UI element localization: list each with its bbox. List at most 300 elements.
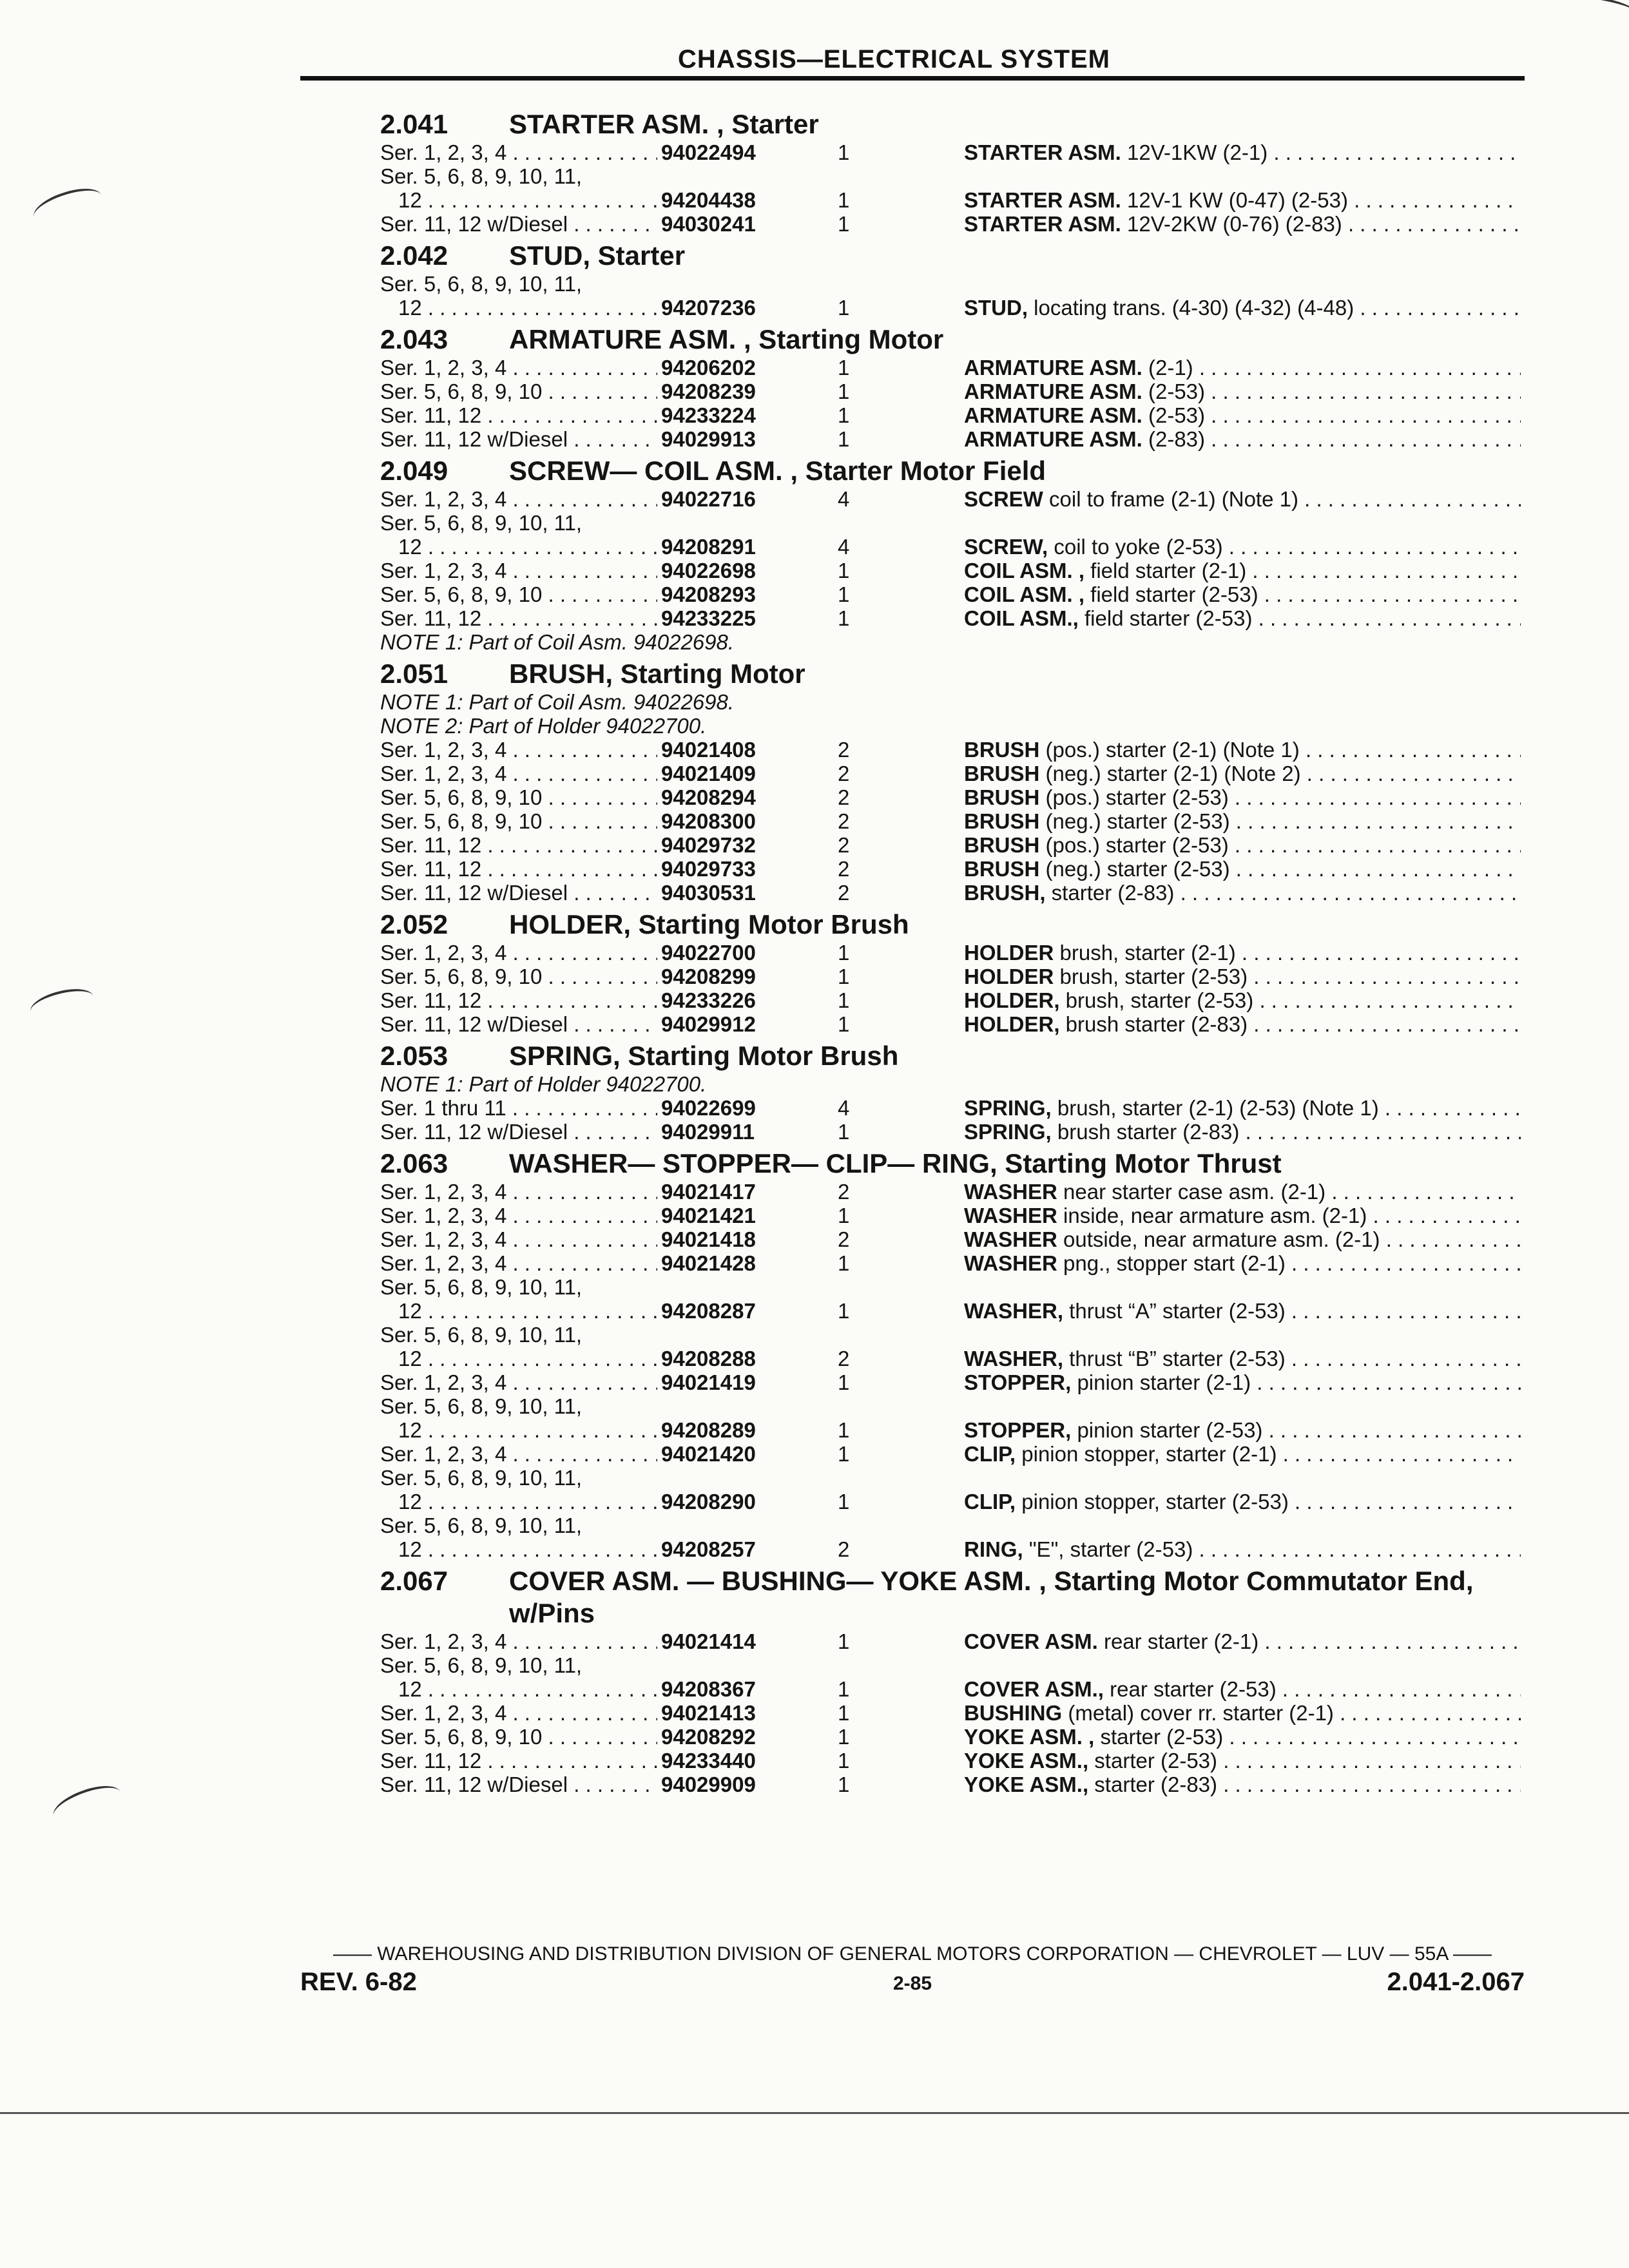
part-name: ARMATURE ASM.	[964, 356, 1142, 380]
section-title: STARTER ASM. , Starter	[509, 109, 819, 139]
section-heading	[380, 108, 1521, 140]
parts-section	[380, 908, 1521, 1036]
part-description	[964, 1442, 1521, 1466]
serial-applicability: 12 . . .	[380, 1418, 657, 1442]
part-description	[964, 833, 1521, 857]
part-number: 94021417	[661, 1180, 756, 1204]
part-row	[380, 1347, 1521, 1370]
part-number: 94206202	[661, 356, 756, 380]
part-row	[380, 1749, 1521, 1773]
serial-applicability: Ser. 11, 12 . . .	[380, 857, 657, 881]
part-name: STUD,	[964, 296, 1028, 320]
section-number: 2.063	[380, 1148, 448, 1178]
quantity: 2	[838, 1537, 850, 1561]
serial-applicability: Ser. 5, 6, 8, 9, 10 . . .	[380, 582, 657, 606]
part-detail: 12V-1KW (2-1)	[1121, 140, 1268, 164]
quantity: 1	[838, 1418, 850, 1442]
serial-applicability: Ser. 1, 2, 3, 4 . . .	[380, 559, 657, 582]
part-row	[380, 785, 1521, 809]
part-row	[380, 487, 1521, 511]
part-name: WASHER	[964, 1227, 1057, 1251]
section-heading	[380, 658, 1521, 690]
part-row	[380, 1466, 1521, 1490]
serial-applicability: Ser. 1, 2, 3, 4 . . .	[380, 1370, 657, 1394]
quantity: 1	[838, 1773, 850, 1796]
part-detail: (pos.) starter (2-53)	[1039, 785, 1229, 809]
part-row	[380, 833, 1521, 857]
quantity: 1	[838, 296, 850, 320]
part-row	[380, 356, 1521, 380]
part-description	[964, 1701, 1521, 1725]
part-detail: coil to frame (2-1) (Note 1)	[1043, 487, 1298, 511]
quantity: 1	[838, 1120, 850, 1144]
quantity: 2	[838, 738, 850, 762]
serial-applicability: Ser. 5, 6, 8, 9, 10 . . .	[380, 785, 657, 809]
section-heading	[380, 455, 1521, 487]
parts-section	[380, 240, 1521, 320]
part-detail: starter (2-83)	[1088, 1773, 1218, 1796]
section-number: 2.051	[380, 658, 448, 689]
section-note: NOTE 1: Part of Holder 94022700.	[380, 1072, 707, 1096]
part-row	[380, 1275, 1521, 1299]
part-detail: brush starter (2-83)	[1059, 1012, 1248, 1036]
footer-revision: REV. 6-82	[300, 1968, 417, 1996]
part-description	[964, 738, 1521, 762]
part-number: 94029732	[661, 833, 756, 857]
quantity: 1	[838, 1251, 850, 1275]
part-name: WASHER	[964, 1180, 1057, 1204]
part-name: BRUSH	[964, 833, 1040, 857]
part-description	[964, 941, 1521, 965]
part-number: 94022699	[661, 1096, 756, 1120]
serial-applicability: 12 . . .	[380, 1677, 657, 1701]
part-detail: (neg.) starter (2-1) (Note 2)	[1039, 762, 1301, 785]
part-number: 94021420	[661, 1442, 756, 1466]
serial-applicability: Ser. 1, 2, 3, 4 . . .	[380, 762, 657, 785]
part-number: 94208289	[661, 1418, 756, 1442]
serial-applicability: Ser. 5, 6, 8, 9, 10, 11,	[380, 1394, 583, 1418]
serial-applicability: Ser. 1, 2, 3, 4 . . .	[380, 356, 657, 380]
quantity: 1	[838, 403, 850, 427]
part-row	[380, 1537, 1521, 1561]
part-row	[380, 1012, 1521, 1036]
part-description	[964, 535, 1521, 559]
quantity: 2	[838, 785, 850, 809]
part-number: 94208287	[661, 1299, 756, 1323]
parts-list	[380, 104, 1521, 1800]
part-number: 94021408	[661, 738, 756, 762]
part-row	[380, 1394, 1521, 1418]
part-number: 94208288	[661, 1347, 756, 1370]
part-description	[964, 606, 1521, 630]
part-number: 94022698	[661, 559, 756, 582]
part-description	[964, 403, 1521, 427]
part-name: CLIP,	[964, 1442, 1016, 1466]
part-number: 94207236	[661, 296, 756, 320]
quantity: 1	[838, 1701, 850, 1725]
part-detail: starter (2-83)	[1045, 881, 1175, 905]
part-row	[380, 1096, 1521, 1120]
part-description	[964, 1251, 1521, 1275]
page-footer	[300, 1943, 1525, 2000]
part-row	[380, 857, 1521, 881]
quantity: 1	[838, 582, 850, 606]
part-number: 94208294	[661, 785, 756, 809]
part-detail: 12V-1 KW (0-47) (2-53)	[1121, 188, 1348, 212]
part-row	[380, 1725, 1521, 1749]
part-name: CLIP,	[964, 1490, 1016, 1514]
part-row	[380, 1418, 1521, 1442]
quantity: 1	[838, 1725, 850, 1749]
part-description	[964, 809, 1521, 833]
part-number: 94029912	[661, 1012, 756, 1036]
section-title: COVER ASM. — BUSHING— YOKE ASM. , Starting Motor Commutator End, w/Pins	[509, 1566, 1474, 1628]
part-description	[964, 188, 1521, 212]
part-row	[380, 1227, 1521, 1251]
part-row	[380, 582, 1521, 606]
part-number: 94208257	[661, 1537, 756, 1561]
serial-applicability: Ser. 11, 12 w/Diesel . . .	[380, 427, 657, 451]
quantity: 1	[838, 1490, 850, 1514]
part-description	[964, 1749, 1521, 1773]
part-number: 94208293	[661, 582, 756, 606]
scan-mark	[28, 983, 97, 1024]
part-description	[964, 1299, 1521, 1323]
part-description	[964, 1120, 1521, 1144]
part-detail: pinion stopper, starter (2-1)	[1016, 1442, 1277, 1466]
quantity: 1	[838, 988, 850, 1012]
part-number: 94021414	[661, 1629, 756, 1653]
part-number: 94233224	[661, 403, 756, 427]
part-detail: inside, near armature asm. (2-1)	[1057, 1204, 1367, 1227]
part-detail: (neg.) starter (2-53)	[1039, 809, 1230, 833]
part-name: COIL ASM. ,	[964, 559, 1085, 582]
serial-applicability: 12 . . .	[380, 1537, 657, 1561]
scan-mark	[30, 182, 106, 231]
serial-applicability: 12 . . .	[380, 535, 657, 559]
bottom-rule	[0, 2112, 1629, 2114]
section-title: SPRING, Starting Motor Brush	[509, 1041, 899, 1071]
part-description	[964, 1725, 1521, 1749]
part-number: 94021428	[661, 1251, 756, 1275]
part-detail: thrust “A” starter (2-53)	[1063, 1299, 1286, 1323]
serial-applicability: Ser. 1, 2, 3, 4 . . .	[380, 1227, 657, 1251]
serial-applicability: Ser. 11, 12 . . .	[380, 1749, 657, 1773]
part-description	[964, 212, 1521, 236]
section-note: NOTE 2: Part of Holder 94022700.	[380, 714, 707, 738]
quantity: 1	[838, 188, 850, 212]
part-name: STARTER ASM.	[964, 188, 1121, 212]
section-number: 2.042	[380, 240, 448, 271]
serial-applicability: 12 . . .	[380, 1347, 657, 1370]
quantity: 1	[838, 380, 850, 403]
part-detail: (2-53)	[1142, 380, 1206, 403]
scan-mark	[1545, 0, 1629, 24]
serial-applicability: Ser. 1, 2, 3, 4 . . .	[380, 1204, 657, 1227]
part-description	[964, 965, 1521, 988]
part-row	[380, 164, 1521, 188]
quantity: 1	[838, 1299, 850, 1323]
part-number: 94029909	[661, 1773, 756, 1796]
part-number: 94030531	[661, 881, 756, 905]
part-number: 94021413	[661, 1701, 756, 1725]
part-description	[964, 296, 1521, 320]
part-number: 94208300	[661, 809, 756, 833]
part-number: 94021419	[661, 1370, 756, 1394]
section-number: 2.067	[380, 1566, 448, 1596]
quantity: 1	[838, 559, 850, 582]
part-name: YOKE ASM.,	[964, 1749, 1089, 1773]
part-name: COVER ASM.,	[964, 1677, 1104, 1701]
part-name: SPRING,	[964, 1096, 1052, 1120]
parts-section	[380, 323, 1521, 451]
footer-page-number: 2-85	[893, 1973, 932, 1994]
serial-applicability: Ser. 1, 2, 3, 4 . . .	[380, 487, 657, 511]
quantity: 1	[838, 1629, 850, 1653]
serial-applicability: Ser. 5, 6, 8, 9, 10, 11,	[380, 1653, 583, 1677]
serial-applicability: 12 . . .	[380, 188, 657, 212]
quantity: 2	[838, 881, 850, 905]
part-number: 94022494	[661, 140, 756, 164]
part-description	[964, 1370, 1521, 1394]
part-description	[964, 487, 1521, 511]
serial-applicability: Ser. 11, 12 w/Diesel . . .	[380, 212, 657, 236]
section-number: 2.043	[380, 324, 448, 354]
part-detail: pinion starter (2-1)	[1071, 1370, 1251, 1394]
part-description	[964, 1418, 1521, 1442]
part-name: BRUSH,	[964, 881, 1046, 905]
section-heading	[380, 908, 1521, 941]
part-name: HOLDER,	[964, 1012, 1060, 1036]
serial-applicability: Ser. 1, 2, 3, 4 . . .	[380, 1180, 657, 1204]
part-row	[380, 1653, 1521, 1677]
serial-applicability: Ser. 5, 6, 8, 9, 10, 11,	[380, 1514, 583, 1537]
quantity: 4	[838, 487, 850, 511]
parts-section	[380, 658, 1521, 905]
serial-applicability: Ser. 5, 6, 8, 9, 10 . . .	[380, 809, 657, 833]
part-row	[380, 535, 1521, 559]
part-number: 94021418	[661, 1227, 756, 1251]
part-name: COIL ASM. ,	[964, 582, 1085, 606]
part-name: BRUSH	[964, 785, 1040, 809]
section-number: 2.041	[380, 109, 448, 139]
part-detail: (pos.) starter (2-53)	[1039, 833, 1229, 857]
part-name: WASHER,	[964, 1347, 1064, 1370]
parts-section	[380, 1148, 1521, 1561]
part-number: 94029913	[661, 427, 756, 451]
quantity: 1	[838, 606, 850, 630]
part-name: YOKE ASM. ,	[964, 1725, 1095, 1749]
quantity: 1	[838, 1677, 850, 1701]
part-description	[964, 857, 1521, 881]
part-row	[380, 1490, 1521, 1514]
part-name: WASHER	[964, 1251, 1057, 1275]
part-description	[964, 1347, 1521, 1370]
part-detail: brush, starter (2-53)	[1059, 988, 1254, 1012]
part-number: 94204438	[661, 188, 756, 212]
footer-range: 2.041-2.067	[1387, 1968, 1525, 1996]
part-description	[964, 988, 1521, 1012]
part-row	[380, 188, 1521, 212]
part-number: 94022700	[661, 941, 756, 965]
serial-applicability: Ser. 11, 12 . . .	[380, 403, 657, 427]
part-detail: brush, starter (2-1) (2-53) (Note 1)	[1051, 1096, 1379, 1120]
part-name: WASHER,	[964, 1299, 1064, 1323]
serial-applicability: Ser. 1, 2, 3, 4 . . .	[380, 140, 657, 164]
quantity: 2	[838, 762, 850, 785]
serial-applicability: Ser. 1, 2, 3, 4 . . .	[380, 1251, 657, 1275]
parts-section	[380, 1040, 1521, 1144]
page-header	[300, 43, 1525, 81]
part-name: HOLDER	[964, 941, 1054, 965]
part-row	[380, 1773, 1521, 1796]
part-detail: locating trans. (4-30) (4-32) (4-48)	[1028, 296, 1354, 320]
part-description	[964, 380, 1521, 403]
quantity: 1	[838, 1442, 850, 1466]
part-name: STOPPER,	[964, 1418, 1072, 1442]
quantity: 1	[838, 140, 850, 164]
section-number: 2.049	[380, 456, 448, 486]
part-name: ARMATURE ASM.	[964, 427, 1142, 451]
part-row	[380, 1251, 1521, 1275]
part-row	[380, 511, 1521, 535]
section-note: NOTE 1: Part of Coil Asm. 94022698.	[380, 690, 735, 714]
part-detail: "E", starter (2-53)	[1023, 1537, 1193, 1561]
quantity: 1	[838, 1204, 850, 1227]
part-row	[380, 738, 1521, 762]
serial-applicability: Ser. 5, 6, 8, 9, 10, 11,	[380, 272, 583, 296]
quantity: 2	[838, 1180, 850, 1204]
part-detail: (pos.) starter (2-1) (Note 1)	[1039, 738, 1300, 762]
quantity: 1	[838, 1749, 850, 1773]
part-row	[380, 881, 1521, 905]
serial-applicability: Ser. 5, 6, 8, 9, 10, 11,	[380, 511, 583, 535]
part-number: 94233226	[661, 988, 756, 1012]
quantity: 1	[838, 941, 850, 965]
part-number: 94030241	[661, 212, 756, 236]
part-row	[380, 1299, 1521, 1323]
serial-applicability: 12 . . .	[380, 296, 657, 320]
part-row	[380, 380, 1521, 403]
part-detail: (2-53)	[1142, 403, 1206, 427]
part-description	[964, 1629, 1521, 1653]
part-detail: brush starter (2-83)	[1051, 1120, 1240, 1144]
part-name: BRUSH	[964, 857, 1040, 881]
part-name: ARMATURE ASM.	[964, 403, 1142, 427]
part-row	[380, 272, 1521, 296]
part-detail: brush, starter (2-53)	[1054, 965, 1248, 988]
part-detail: pinion starter (2-53)	[1071, 1418, 1263, 1442]
serial-applicability: Ser. 1, 2, 3, 4 . . .	[380, 1701, 657, 1725]
serial-applicability: Ser. 5, 6, 8, 9, 10, 11,	[380, 1323, 583, 1347]
part-row	[380, 809, 1521, 833]
part-name: COIL ASM.,	[964, 606, 1079, 630]
parts-section	[380, 455, 1521, 654]
quantity: 1	[838, 1012, 850, 1036]
part-description	[964, 1096, 1521, 1120]
part-number: 94233440	[661, 1749, 756, 1773]
part-description	[964, 1204, 1521, 1227]
part-detail: field starter (2-53)	[1078, 606, 1253, 630]
part-name: STOPPER,	[964, 1370, 1072, 1394]
serial-applicability: Ser. 5, 6, 8, 9, 10 . . .	[380, 380, 657, 403]
part-number: 94208239	[661, 380, 756, 403]
page-title: CHASSIS—ELECTRICAL SYSTEM	[678, 45, 1110, 73]
part-number: 94021421	[661, 1204, 756, 1227]
part-name: HOLDER,	[964, 988, 1060, 1012]
quantity: 1	[838, 356, 850, 380]
parts-section	[380, 108, 1521, 236]
part-row	[380, 988, 1521, 1012]
part-number: 94021409	[661, 762, 756, 785]
part-detail: rear starter (2-53)	[1103, 1677, 1277, 1701]
section-title: HOLDER, Starting Motor Brush	[509, 909, 909, 939]
serial-applicability: Ser. 5, 6, 8, 9, 10, 11,	[380, 164, 583, 188]
part-row	[380, 1629, 1521, 1653]
part-detail: (metal) cover rr. starter (2-1)	[1062, 1701, 1334, 1725]
part-row	[380, 762, 1521, 785]
part-row	[380, 1323, 1521, 1347]
serial-applicability: 12 . . .	[380, 1299, 657, 1323]
part-description	[964, 1012, 1521, 1036]
part-detail: (neg.) starter (2-53)	[1039, 857, 1230, 881]
part-row	[380, 403, 1521, 427]
part-detail: brush, starter (2-1)	[1054, 941, 1236, 965]
part-description	[964, 582, 1521, 606]
part-description	[964, 427, 1521, 451]
part-detail: rear starter (2-1)	[1097, 1629, 1259, 1653]
part-description	[964, 762, 1521, 785]
serial-applicability: Ser. 11, 12 . . .	[380, 833, 657, 857]
quantity: 1	[838, 427, 850, 451]
section-number: 2.052	[380, 909, 448, 939]
part-description	[964, 881, 1521, 905]
part-detail: field starter (2-1)	[1084, 559, 1247, 582]
part-row	[380, 1204, 1521, 1227]
part-row	[380, 1514, 1521, 1537]
part-description	[964, 1490, 1521, 1514]
part-detail: 12V-2KW (0-76) (2-83)	[1121, 212, 1342, 236]
section-title: WASHER— STOPPER— CLIP— RING, Starting Motor Thrust	[509, 1148, 1282, 1178]
part-row	[380, 941, 1521, 965]
section-title: SCREW— COIL ASM. , Starter Motor Field	[509, 456, 1046, 486]
quantity: 2	[838, 1227, 850, 1251]
part-row	[380, 1677, 1521, 1701]
scan-mark	[49, 1779, 125, 1830]
quantity: 1	[838, 965, 850, 988]
part-name: RING,	[964, 1537, 1023, 1561]
part-number: 94208290	[661, 1490, 756, 1514]
part-row	[380, 1370, 1521, 1394]
section-number: 2.053	[380, 1041, 448, 1071]
part-row	[380, 212, 1521, 236]
quantity: 1	[838, 212, 850, 236]
part-description	[964, 1537, 1521, 1561]
section-heading	[380, 240, 1521, 272]
serial-applicability: Ser. 1, 2, 3, 4 . . .	[380, 738, 657, 762]
part-detail: coil to yoke (2-53)	[1048, 535, 1223, 559]
part-name: YOKE ASM.,	[964, 1773, 1089, 1796]
part-row	[380, 140, 1521, 164]
serial-applicability: Ser. 1, 2, 3, 4 . . .	[380, 1629, 657, 1653]
part-description	[964, 356, 1521, 380]
part-name: WASHER	[964, 1204, 1057, 1227]
serial-applicability: Ser. 11, 12 w/Diesel . . .	[380, 1012, 657, 1036]
part-row	[380, 1442, 1521, 1466]
part-name: STARTER ASM.	[964, 140, 1121, 164]
part-number: 94022716	[661, 487, 756, 511]
section-heading	[380, 1148, 1521, 1180]
